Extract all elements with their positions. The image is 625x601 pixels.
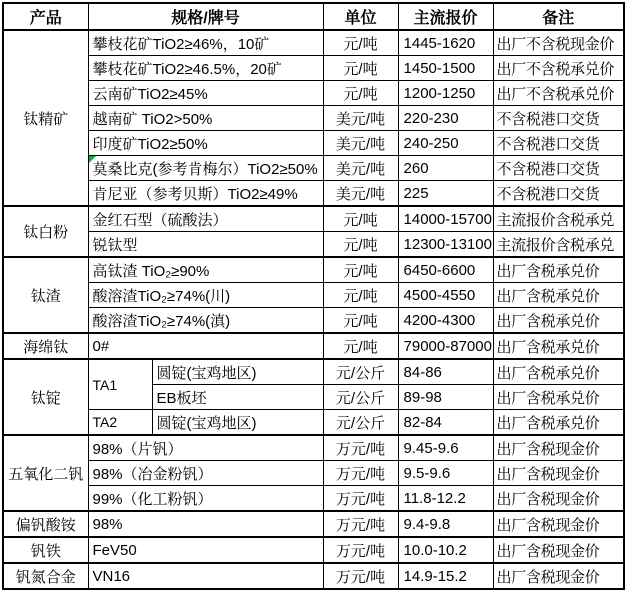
price-cell: 9.4-9.8 bbox=[398, 511, 493, 537]
note-cell: 出厂含税承兑价 bbox=[493, 359, 624, 385]
unit-cell: 万元/吨 bbox=[323, 461, 398, 486]
unit-cell: 美元/吨 bbox=[323, 156, 398, 181]
price-cell: 1200-1250 bbox=[398, 81, 493, 106]
price-cell: 1445-1620 bbox=[398, 30, 493, 56]
table-row bbox=[3, 308, 624, 334]
unit-cell: 元/吨 bbox=[323, 308, 398, 334]
unit-cell: 元/公斤 bbox=[323, 410, 398, 436]
header-note: 备注 bbox=[493, 3, 624, 30]
note-cell: 出厂含税现金价 bbox=[493, 563, 624, 589]
spec-cell: 99%（化工粉钒） bbox=[88, 486, 323, 512]
price-table-body bbox=[3, 30, 624, 589]
table-row bbox=[3, 131, 624, 156]
spec-cell: 越南矿 TiO2>50% bbox=[88, 106, 323, 131]
unit-cell: 元/吨 bbox=[323, 283, 398, 308]
product-cell: 偏钒酸铵 bbox=[3, 511, 88, 537]
note-cell: 主流报价含税承兑 bbox=[493, 206, 624, 232]
spec-cell: 印度矿TiO2≥50% bbox=[88, 131, 323, 156]
price-cell: 12300-13100 bbox=[398, 232, 493, 258]
price-cell: 220-230 bbox=[398, 106, 493, 131]
note-cell: 出厂含税现金价 bbox=[493, 486, 624, 512]
spec-cell: 酸溶渣TiO₂≥74%(川) bbox=[88, 283, 323, 308]
product-cell: 钒铁 bbox=[3, 537, 88, 563]
table-row bbox=[3, 232, 624, 258]
table-row bbox=[3, 206, 624, 232]
note-cell: 不含税港口交货 bbox=[493, 181, 624, 207]
spec-cell: 攀枝花矿TiO2≥46.5%，20矿 bbox=[88, 56, 323, 81]
spec-cell: 云南矿TiO2≥45% bbox=[88, 81, 323, 106]
unit-cell: 美元/吨 bbox=[323, 131, 398, 156]
product-cell: 钒氮合金 bbox=[3, 563, 88, 589]
product-cell: 钛精矿 bbox=[3, 30, 88, 206]
note-cell: 出厂不含税承兑价 bbox=[493, 56, 624, 81]
header-spec: 规格/牌号 bbox=[88, 3, 323, 30]
note-cell: 出厂不含税现金价 bbox=[493, 30, 624, 56]
price-table bbox=[2, 2, 625, 590]
table-row bbox=[3, 81, 624, 106]
price-cell: 10.0-10.2 bbox=[398, 537, 493, 563]
unit-cell: 元/吨 bbox=[323, 206, 398, 232]
note-cell: 出厂含税现金价 bbox=[493, 461, 624, 486]
unit-cell: 万元/吨 bbox=[323, 537, 398, 563]
price-cell: 4200-4300 bbox=[398, 308, 493, 334]
table-row bbox=[3, 410, 624, 436]
table-row bbox=[3, 30, 624, 56]
price-cell: 89-98 bbox=[398, 385, 493, 410]
table-row bbox=[3, 359, 624, 385]
unit-cell: 元/吨 bbox=[323, 232, 398, 258]
spec-cell: 圆锭(宝鸡地区) bbox=[152, 359, 323, 385]
unit-cell: 美元/吨 bbox=[323, 106, 398, 131]
price-cell: 240-250 bbox=[398, 131, 493, 156]
spec-cell: VN16 bbox=[88, 563, 323, 589]
unit-cell: 万元/吨 bbox=[323, 563, 398, 589]
note-cell: 出厂含税承兑价 bbox=[493, 257, 624, 283]
table-header bbox=[3, 3, 624, 30]
price-cell: 11.8-12.2 bbox=[398, 486, 493, 512]
spec-cell: 0# bbox=[88, 333, 323, 359]
unit-cell: 美元/吨 bbox=[323, 181, 398, 207]
table-row bbox=[3, 486, 624, 512]
spec-cell: EB板坯 bbox=[152, 385, 323, 410]
unit-cell: 元/吨 bbox=[323, 30, 398, 56]
note-cell: 出厂含税承兑价 bbox=[493, 283, 624, 308]
spec-cell: FeV50 bbox=[88, 537, 323, 563]
spec-cell: 高钛渣 TiO₂≥90% bbox=[88, 257, 323, 283]
spec-cell: 金红石型（硫酸法） bbox=[88, 206, 323, 232]
table-row bbox=[3, 283, 624, 308]
note-cell: 不含税港口交货 bbox=[493, 131, 624, 156]
product-cell: 海绵钛 bbox=[3, 333, 88, 359]
spec-cell: 98% bbox=[88, 511, 323, 537]
header-row bbox=[3, 3, 624, 30]
note-cell: 不含税港口交货 bbox=[493, 106, 624, 131]
table-row bbox=[3, 181, 624, 207]
unit-cell: 元/吨 bbox=[323, 257, 398, 283]
table-row bbox=[3, 537, 624, 563]
price-cell: 14.9-15.2 bbox=[398, 563, 493, 589]
price-cell: 6450-6600 bbox=[398, 257, 493, 283]
unit-cell: 元/公斤 bbox=[323, 385, 398, 410]
price-cell: 9.5-9.6 bbox=[398, 461, 493, 486]
note-cell: 出厂含税现金价 bbox=[493, 511, 624, 537]
grade-cell: TA2 bbox=[88, 410, 152, 436]
price-cell: 225 bbox=[398, 181, 493, 207]
grade-cell: TA1 bbox=[88, 359, 152, 410]
table-row bbox=[3, 563, 624, 589]
price-cell: 260 bbox=[398, 156, 493, 181]
table-row bbox=[3, 461, 624, 486]
price-cell: 9.45-9.6 bbox=[398, 435, 493, 461]
note-cell: 出厂含税承兑价 bbox=[493, 410, 624, 436]
unit-cell: 元/吨 bbox=[323, 56, 398, 81]
unit-cell: 元/吨 bbox=[323, 81, 398, 106]
note-cell: 出厂不含税承兑价 bbox=[493, 81, 624, 106]
unit-cell: 万元/吨 bbox=[323, 435, 398, 461]
spec-cell: 酸溶渣TiO₂≥74%(滇) bbox=[88, 308, 323, 334]
unit-cell: 元/公斤 bbox=[323, 359, 398, 385]
header-unit: 单位 bbox=[323, 3, 398, 30]
note-cell: 主流报价含税承兑 bbox=[493, 232, 624, 258]
unit-cell: 万元/吨 bbox=[323, 511, 398, 537]
price-cell: 14000-15700 bbox=[398, 206, 493, 232]
spec-cell: 攀枝花矿TiO2≥46%，10矿 bbox=[88, 30, 323, 56]
price-cell: 79000-87000 bbox=[398, 333, 493, 359]
note-cell: 不含税港口交货 bbox=[493, 156, 624, 181]
price-cell: 4500-4550 bbox=[398, 283, 493, 308]
price-cell: 1450-1500 bbox=[398, 56, 493, 81]
spec-cell: 98%（片钒） bbox=[88, 435, 323, 461]
table-row bbox=[3, 106, 624, 131]
header-price: 主流报价 bbox=[398, 3, 493, 30]
note-cell: 出厂含税承兑价 bbox=[493, 308, 624, 334]
unit-cell: 万元/吨 bbox=[323, 486, 398, 512]
table-row bbox=[3, 56, 624, 81]
table-row bbox=[3, 435, 624, 461]
spec-cell: 98%（冶金粉钒） bbox=[88, 461, 323, 486]
product-cell: 钛锭 bbox=[3, 359, 88, 435]
spec-cell: 锐钛型 bbox=[88, 232, 323, 258]
note-cell: 出厂含税现金价 bbox=[493, 435, 624, 461]
spec-cell: 莫桑比克(参考肯梅尔）TiO2≥50% bbox=[88, 156, 323, 181]
product-cell: 钛白粉 bbox=[3, 206, 88, 257]
price-cell: 82-84 bbox=[398, 410, 493, 436]
note-cell: 出厂含税承兑价 bbox=[493, 385, 624, 410]
header-product: 产品 bbox=[3, 3, 88, 30]
product-cell: 五氧化二钒 bbox=[3, 435, 88, 511]
table-row bbox=[3, 511, 624, 537]
comment-marker-icon bbox=[89, 156, 96, 163]
spec-cell: 圆锭(宝鸡地区) bbox=[152, 410, 323, 436]
table-row bbox=[3, 333, 624, 359]
product-cell: 钛渣 bbox=[3, 257, 88, 333]
price-cell: 84-86 bbox=[398, 359, 493, 385]
table-row bbox=[3, 257, 624, 283]
spec-cell: 肯尼亚（参考贝斯）TiO2≥49% bbox=[88, 181, 323, 207]
table-row bbox=[3, 156, 624, 181]
note-cell: 出厂含税现金价 bbox=[493, 537, 624, 563]
unit-cell: 元/吨 bbox=[323, 333, 398, 359]
note-cell: 出厂含税承兑价 bbox=[493, 333, 624, 359]
